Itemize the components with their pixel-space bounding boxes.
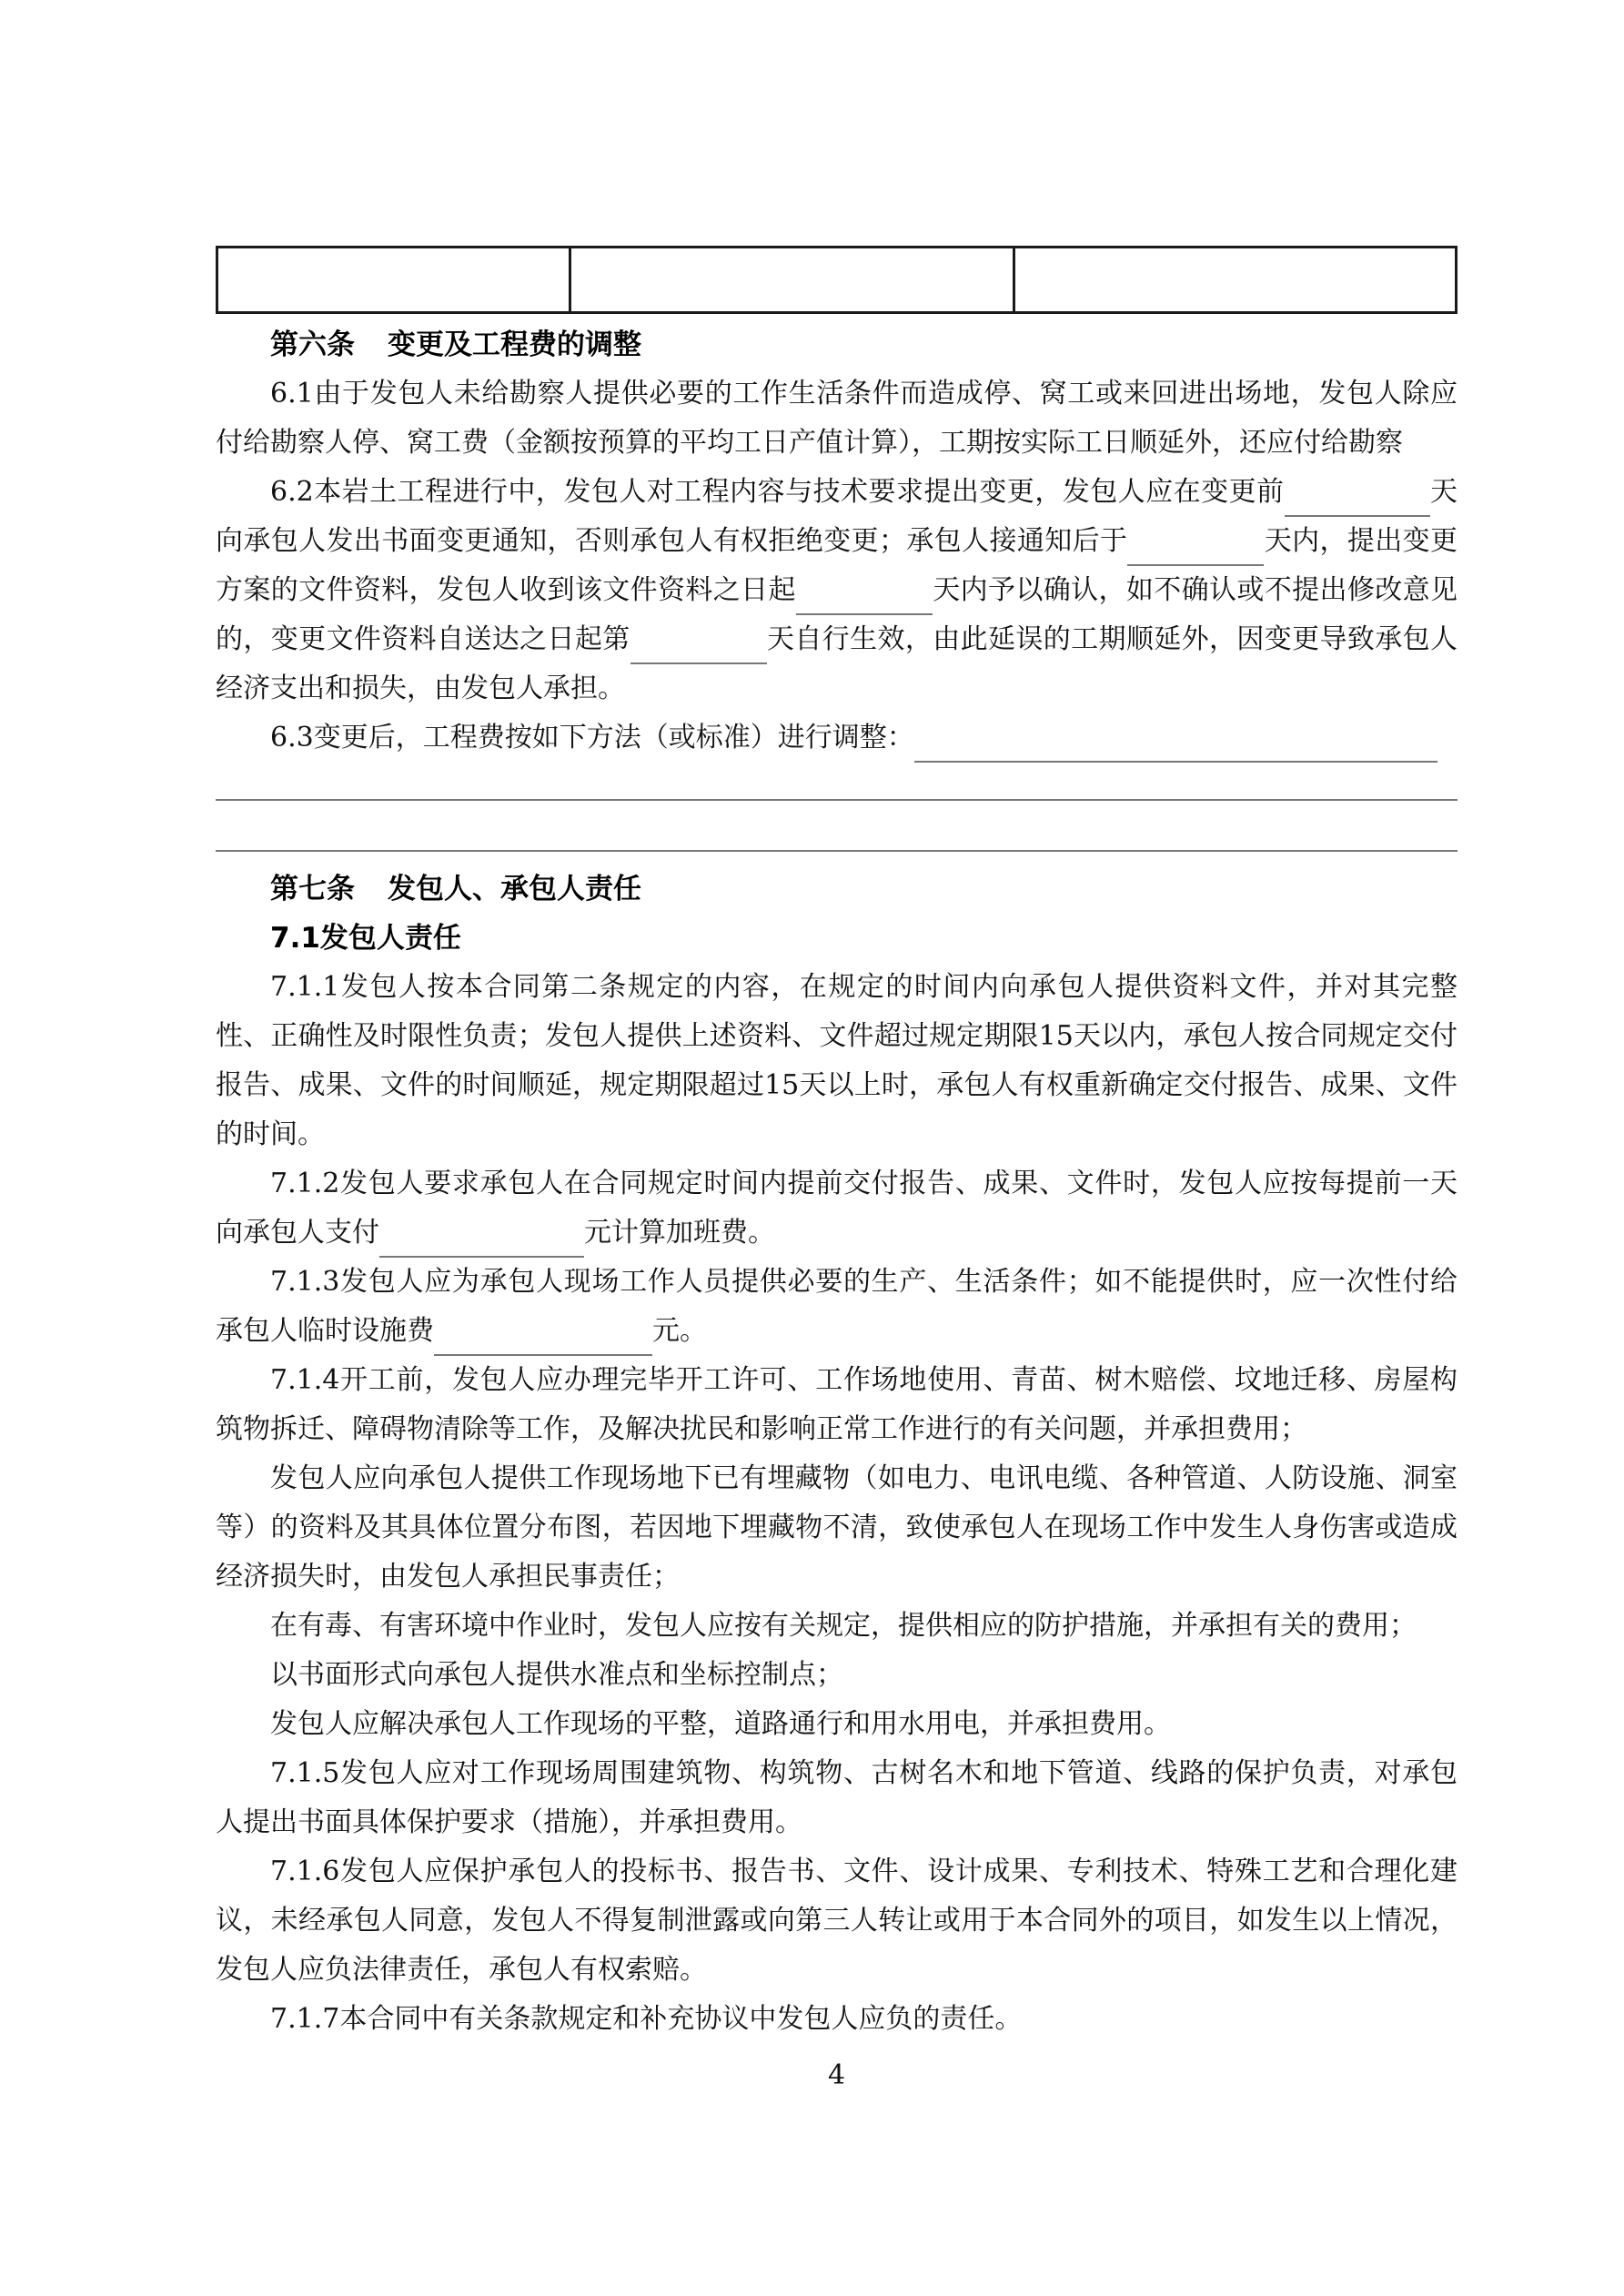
document-content	[216, 246, 1458, 2044]
clause-paragraph: 6.3变更后，工程费按如下方法（或标准）进行调整：	[216, 713, 1458, 763]
clause-paragraph: 7.1.3发包人应为承包人现场工作人员提供必要的生产、生活条件；如不能提供时，应一次性付给承包人临时设施费 元。	[216, 1258, 1458, 1356]
clause-paragraph: 6.1由于发包人未给勘察人提供必要的工作生活条件而造成停、窝工或来回进出场地，发包人除应付给勘察人停、窝工费（金额按预算的平均工日产值计算），工期按实际工日顺延外，还应付给勘察	[216, 378, 1458, 459]
fill-in-blank	[434, 1326, 652, 1357]
section-heading	[216, 865, 1458, 914]
clause-paragraph: 7.1.6发包人应保护承包人的投标书、报告书、文件、设计成果、专利技术、特殊工艺和合理化建议，未经承包人同意，发包人不得复制泄露或向第三人转让或用于本合同外的项目，如发生以上情况，发包人应负法律责任，承包人有权索赔。	[216, 1856, 1458, 1986]
clause-paragraph: 6.2本岩土工程进行中，发包人对工程内容与技术要求提出变更，发包人应在变更前 天向承包人发出书面变更通知，否则承包人有权拒绝变更；承包人接通知后于 天内，提出变更方案的文件资料，发包人收到该文件资料之日起 天内予以确认，如不确认或不提出修改意见的，变更文件资料自送达之日起第 天自行生效，由此延误的工期顺延外，因变更导致承包人经济支出和损失，由发包人承担。	[216, 476, 1458, 704]
clause-paragraph: 7.1.7本合同中有关条款规定和补充协议中发包人应负的责任。	[270, 2003, 1023, 2035]
continued-table	[216, 246, 1458, 314]
section-heading-label: 第七条	[270, 873, 355, 905]
clause-paragraph: 7.1.5发包人应对工作现场周围建筑物、构筑物、古树名木和地下管道、线路的保护负责，对承包人提出书面具体保护要求（措施），并承担费用。	[216, 1757, 1458, 1838]
clause-paragraph: 7.1.4开工前，发包人应办理完毕开工许可、工作场地使用、青苗、树木赔偿、坟地迁移、房屋构筑物拆迁、障碍物清除等工作，及解决扰民和影响正常工作进行的有关问题，并承担费用；	[216, 1364, 1458, 1445]
fill-in-blank	[1127, 536, 1264, 567]
table-cell	[218, 248, 569, 311]
blank-fill-line	[216, 814, 1458, 852]
clause-paragraph: 7.1.2发包人要求承包人在合同规定时间内提前交付报告、成果、文件时，发包人应按每提前一天向承包人支付 元计算加班费。	[216, 1159, 1458, 1258]
document-page	[216, 246, 1458, 2100]
fill-in-blank	[796, 585, 933, 616]
fill-in-blank	[914, 733, 1437, 764]
clause-paragraph: 7.1.1发包人按本合同第二条规定的内容，在规定的时间内向承包人提供资料文件，并对其完整性、正确性及时限性负责；发包人提供上述资料、文件超过规定期限15天以内，承包人按合同规定交付报告、成果、文件的时间顺延，规定期限超过15天以上时，承包人有权重新确定交付报告、成果、文件的时间。	[216, 971, 1458, 1150]
clause-paragraph: 在有毒、有害环境中作业时，发包人应按有关规定，提供相应的防护措施，并承担有关的费用；	[270, 1610, 1417, 1642]
section-heading-title: 变更及工程费的调整	[388, 329, 641, 361]
section-heading-label: 第六条	[270, 329, 355, 361]
section-heading	[216, 320, 1458, 369]
table-cell	[569, 248, 1013, 311]
clause-paragraph: 发包人应向承包人提供工作现场地下已有埋藏物（如电力、电讯电缆、各种管道、人防设施、洞室等）的资料及其具体位置分布图，若因地下埋藏物不清，致使承包人在现场工作中发生人身伤害或造成经济损失时，由发包人承担民事责任；	[216, 1462, 1458, 1593]
table-cell	[1013, 248, 1455, 311]
clause-paragraph: 以书面形式向承包人提供水准点和坐标控制点；	[270, 1659, 843, 1691]
page-number: 4	[827, 2059, 846, 2091]
fill-in-blank	[379, 1228, 584, 1259]
section-heading-title: 发包人、承包人责任	[388, 873, 641, 905]
fill-in-blank	[630, 634, 767, 665]
clause-paragraph: 发包人应解决承包人工作现场的平整，道路通行和用水用电，并承担费用。	[270, 1708, 1171, 1740]
fill-in-blank	[1285, 487, 1430, 518]
subsection-heading: 7.1发包人责任	[270, 922, 461, 955]
blank-fill-line	[216, 763, 1458, 801]
